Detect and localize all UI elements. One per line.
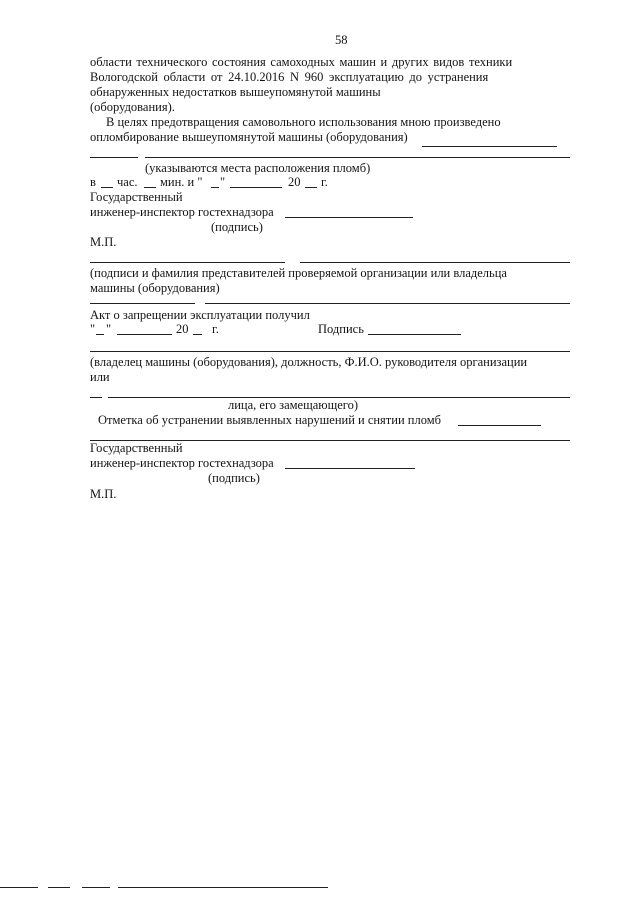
time-hours-label: час. [117, 175, 138, 189]
representatives-line-b [300, 262, 570, 263]
stamp-label: М.П. [90, 235, 117, 249]
page-number: 58 [335, 33, 348, 47]
owner-caption-3: лица, его замещающего) [228, 398, 359, 412]
intro-line-3: обнаруженных недостатков вышеупомянутой машины [90, 85, 381, 99]
hours-field [101, 187, 113, 188]
receipt-heading: Акт о запрещении эксплуатации получил [90, 308, 310, 322]
intro-line-1: области технического состояния самоходных машин и других видов техники [90, 55, 513, 69]
inspector-signature-caption: (подпись) [211, 220, 263, 234]
seal-places-field [422, 146, 557, 147]
receipt-month-field [117, 334, 172, 335]
bottom-rule-a [0, 887, 38, 888]
year-field [305, 187, 317, 188]
owner-caption-2: или [90, 370, 110, 384]
representatives-line-a [90, 262, 285, 263]
receipt-close-quote: " [106, 322, 112, 336]
inspector-signature-field [285, 217, 413, 218]
receipt-line-a [90, 303, 195, 304]
time-year-prefix: 20 [288, 175, 301, 189]
representatives-caption-1: (подписи и фамилия представителей проверяемой организации или владельца [90, 266, 507, 280]
minutes-field [144, 187, 156, 188]
inspector2-title-1: Государственный [90, 441, 183, 455]
receipt-signature-label: Подпись [318, 322, 364, 336]
seal-places-line-b [145, 157, 570, 158]
receipt-line-b [205, 303, 570, 304]
receipt-suffix: г. [212, 322, 219, 336]
inspector-title-2: инженер-инспектор гостехнадзора [90, 205, 274, 219]
time-quote: " [220, 175, 226, 189]
owner-line [90, 351, 570, 352]
inspector2-signature-field [285, 468, 415, 469]
intro-line-4: (оборудования). [90, 100, 175, 114]
receipt-year-field [193, 334, 202, 335]
time-prefix: в [90, 175, 96, 189]
owner-line-2a [90, 397, 102, 398]
receipt-signature-field [368, 334, 461, 335]
removal-field [458, 425, 541, 426]
representatives-caption-2: машины (оборудования) [90, 281, 220, 295]
intro-line-2: Вологодской области от 24.10.2016 N 960 эксплуатацию до устранения [90, 70, 489, 84]
day-field [211, 187, 219, 188]
removal-text: Отметка об устранении выявленных нарушений и снятии пломб [98, 413, 441, 427]
sealing-line-2: опломбирование вышеупомянутой машины (оборудования) [90, 130, 408, 144]
sealing-line-1: В целях предотвращения самовольного использования мною произведено [106, 115, 501, 129]
month-field [230, 187, 282, 188]
receipt-day-field [96, 334, 104, 335]
bottom-rule-b [48, 887, 70, 888]
bottom-rule-d [118, 887, 328, 888]
seal-places-caption: (указываются места расположения пломб) [145, 161, 371, 175]
seal-places-line-a [90, 157, 138, 158]
receipt-open-quote: " [90, 322, 96, 336]
inspector2-title-2: инженер-инспектор гостехнадзора [90, 456, 274, 470]
owner-caption-1: (владелец машины (оборудования), должность, Ф.И.О. руководителя организации [90, 355, 528, 369]
time-minutes-label: мин. и " [160, 175, 203, 189]
inspector-title-1: Государственный [90, 190, 183, 204]
bottom-rule-c [82, 887, 110, 888]
inspector2-signature-caption: (подпись) [208, 471, 260, 485]
time-suffix: г. [321, 175, 328, 189]
stamp-label-2: М.П. [90, 487, 117, 501]
receipt-year-prefix: 20 [176, 322, 189, 336]
